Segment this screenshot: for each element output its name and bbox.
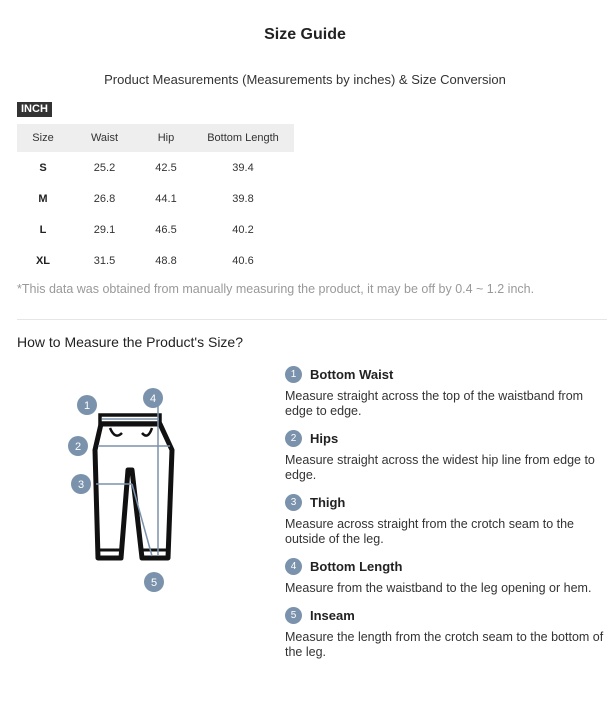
table-header-row	[17, 124, 294, 152]
table-cell: 39.8	[232, 192, 254, 205]
size-cell: S	[39, 161, 47, 174]
size-cell: XL	[35, 254, 51, 267]
column-header: Size	[17, 124, 69, 152]
measurement-note: *This data was obtained from manually measuring the product, it may be off by 0.4 ~ 1.2 inch.	[17, 282, 535, 296]
step-title: Hips	[310, 430, 339, 446]
table-cell: 46.5	[155, 223, 177, 236]
measure-steps	[285, 365, 607, 670]
step-number-badge: 5	[285, 607, 302, 624]
step-number-badge: 1	[285, 366, 302, 383]
step-hips	[285, 429, 607, 483]
size-cell: L	[39, 223, 47, 236]
size-cell: M	[38, 192, 48, 205]
table-cell: 48.8	[155, 254, 177, 267]
step-description: Measure the length from the crotch seam to the bottom of the leg.	[285, 630, 604, 659]
step-number-badge: 2	[285, 430, 302, 447]
size-table	[17, 124, 294, 276]
step-description: Measure across straight from the crotch seam to the outside of the leg.	[285, 517, 575, 546]
table-cell: 31.5	[93, 254, 116, 267]
step-bottom-length	[285, 557, 607, 596]
step-number-badge: 3	[285, 494, 302, 511]
page-title: Size Guide	[264, 26, 346, 43]
badge-number: 3	[77, 479, 85, 491]
badge-number: 2	[74, 441, 82, 453]
badge-number: 4	[149, 393, 157, 405]
table-cell: 26.8	[93, 192, 116, 205]
step-description: Measure straight across the widest hip line from edge to edge.	[285, 453, 595, 482]
page-subtitle: Product Measurements (Measurements by inches) & Size Conversion	[104, 72, 506, 87]
table-cell: 42.5	[155, 161, 177, 174]
step-title: Bottom Length	[310, 558, 403, 574]
pants-outline-icon	[95, 415, 172, 558]
step-thigh	[285, 493, 607, 547]
step-title: Bottom Waist	[310, 366, 394, 382]
step-title: Inseam	[310, 607, 355, 623]
table-cell: 40.6	[232, 254, 254, 267]
table-cell: 39.4	[232, 161, 254, 174]
column-header: Hip	[140, 124, 192, 152]
table-cell: 29.1	[93, 223, 116, 236]
table-row	[17, 183, 294, 214]
table-cell: 25.2	[93, 161, 116, 174]
unit-badge: INCH	[17, 102, 52, 117]
table-row	[17, 245, 294, 276]
section-title: How to Measure the Product's Size?	[17, 334, 244, 350]
pants-diagram	[60, 380, 200, 600]
table-row	[17, 214, 294, 245]
table-row	[17, 152, 294, 183]
section-divider	[17, 319, 607, 320]
step-description: Measure straight across the top of the waistband from edge to edge.	[285, 389, 584, 418]
badge-number: 1	[83, 400, 91, 412]
step-inseam	[285, 606, 607, 660]
step-number-badge: 4	[285, 558, 302, 575]
step-title: Thigh	[310, 494, 346, 510]
table-cell: 44.1	[155, 192, 177, 205]
badge-number: 5	[150, 577, 158, 589]
column-header: Bottom Length	[192, 124, 294, 152]
step-description: Measure from the waistband to the leg opening or hem.	[285, 581, 592, 595]
table-cell: 40.2	[232, 223, 254, 236]
column-header: Waist	[69, 124, 140, 152]
step-bottom-waist	[285, 365, 607, 419]
